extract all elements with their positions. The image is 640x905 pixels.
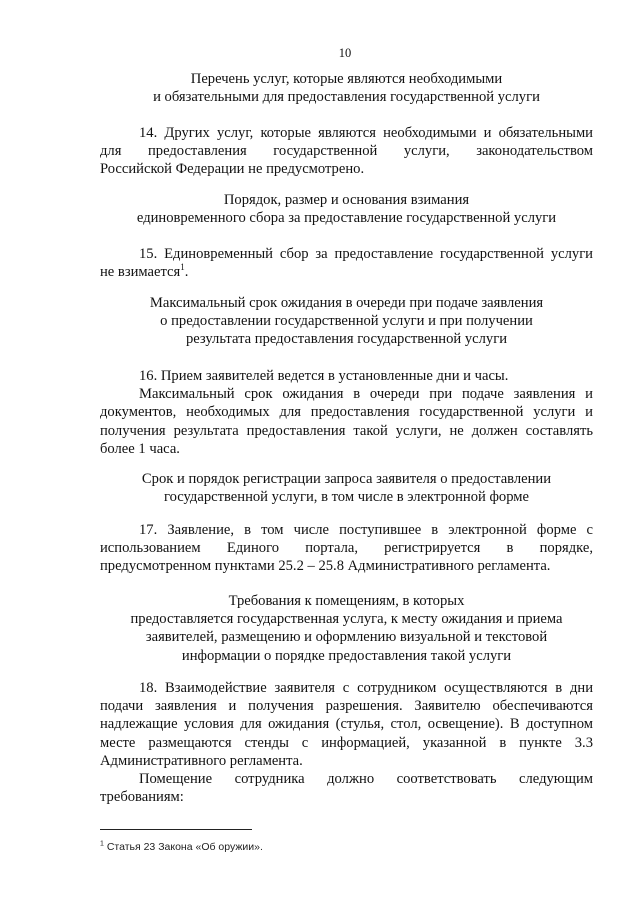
paragraph-line: предусмотренном пунктами 25.2 – 25.8 Административного регламента. (100, 558, 551, 575)
heading-line: Срок и порядок регистрации запроса заявителя о предоставлении (141, 471, 552, 487)
footnote (100, 838, 263, 856)
heading-line: единовременного сбора за предоставление государственной услуги (136, 210, 557, 227)
paragraph-line: 15. Единовременный сбор за предоставление государственной услуги (139, 246, 593, 262)
paragraph-line: надлежащие условия для ожидания (стулья, стол, освещение). В доступном (100, 716, 593, 733)
section-heading-queue-time (100, 294, 593, 349)
footnote-text: Статья 23 Закона «Об оружии». (106, 841, 263, 853)
paragraph-line: 14. Других услуг, которые являются необходимыми и обязательными (139, 125, 593, 141)
footnote-marker: 1 (100, 840, 104, 848)
paragraph-line: более 1 часа. (100, 440, 180, 457)
heading-line: государственной услуги, в том числе в электронной форме (163, 489, 530, 506)
section-heading-fee (100, 191, 593, 227)
paragraph-15 (100, 245, 593, 281)
paragraph-line: Российской Федерации не предусмотрено. (100, 161, 365, 178)
page-number: 10 (338, 46, 352, 60)
paragraph-line: использованием Единого портала, регистрируется в порядке, (100, 540, 593, 557)
heading-line: Перечень услуг, которые являются необходимыми (190, 71, 503, 87)
paragraph-line: месте размещаются стенды с информацией, указанной в пункте 3.3 (100, 734, 593, 751)
heading-line: о предоставлении государственной услуги и при получении (160, 313, 533, 330)
paragraph-text: не взимается (100, 264, 181, 281)
paragraph-line: Максимальный срок ожидания в очереди при подаче заявления и (139, 386, 593, 403)
paragraph-line: получения результата предоставления такой услуги, не должен составлять (100, 422, 593, 439)
footnote-divider (100, 829, 252, 830)
section-heading-premises (100, 592, 593, 665)
section-heading-registration (100, 470, 593, 506)
heading-line: и обязательными для предоставления государственной услуги (153, 89, 540, 106)
paragraph-line: 17. Заявление, в том числе поступившее в электронной форме с (139, 522, 593, 538)
paragraph-line: требованиям: (100, 789, 184, 806)
heading-line: Порядок, размер и основания взимания (223, 192, 470, 208)
paragraph-line: 16. Прием заявителей ведется в установленные дни и часы. (139, 368, 509, 384)
paragraph-18 (100, 679, 593, 806)
paragraph-line: Помещение сотрудника должно соответствовать следующим (139, 771, 593, 788)
section-heading-services-list (100, 70, 593, 106)
heading-line: заявителей, размещению и оформлению визуальной и текстовой (145, 629, 548, 646)
heading-line: предоставляется государственная услуга, к месту ожидания и приема (130, 611, 563, 628)
paragraph-line: не взимается$^1$. (100, 262, 189, 281)
paragraph-line: 18. Взаимодействие заявителя с сотрудником осуществляются в дни (139, 680, 593, 696)
paragraph-16 (100, 367, 593, 458)
heading-line: результата предоставления государственной услуги (185, 331, 508, 348)
heading-line: Максимальный срок ожидания в очереди при подаче заявления (149, 295, 544, 311)
paragraph-line: документов, необходимых для предоставления государственной услуги и (100, 404, 593, 421)
paragraph-line: для предоставления государственной услуги, законодательством (100, 143, 593, 160)
paragraph-line: Административного регламента. (100, 752, 303, 769)
heading-line: Требования к помещениям, в которых (228, 593, 465, 609)
footnote-reference: 1 (180, 262, 185, 273)
paragraph-14 (100, 124, 593, 179)
paragraph-line: подачи заявления и получения разрешения. Заявителю обеспечиваются (100, 698, 593, 715)
paragraph-17 (100, 521, 593, 576)
heading-line: информации о порядке предоставления такой услуги (181, 647, 512, 664)
